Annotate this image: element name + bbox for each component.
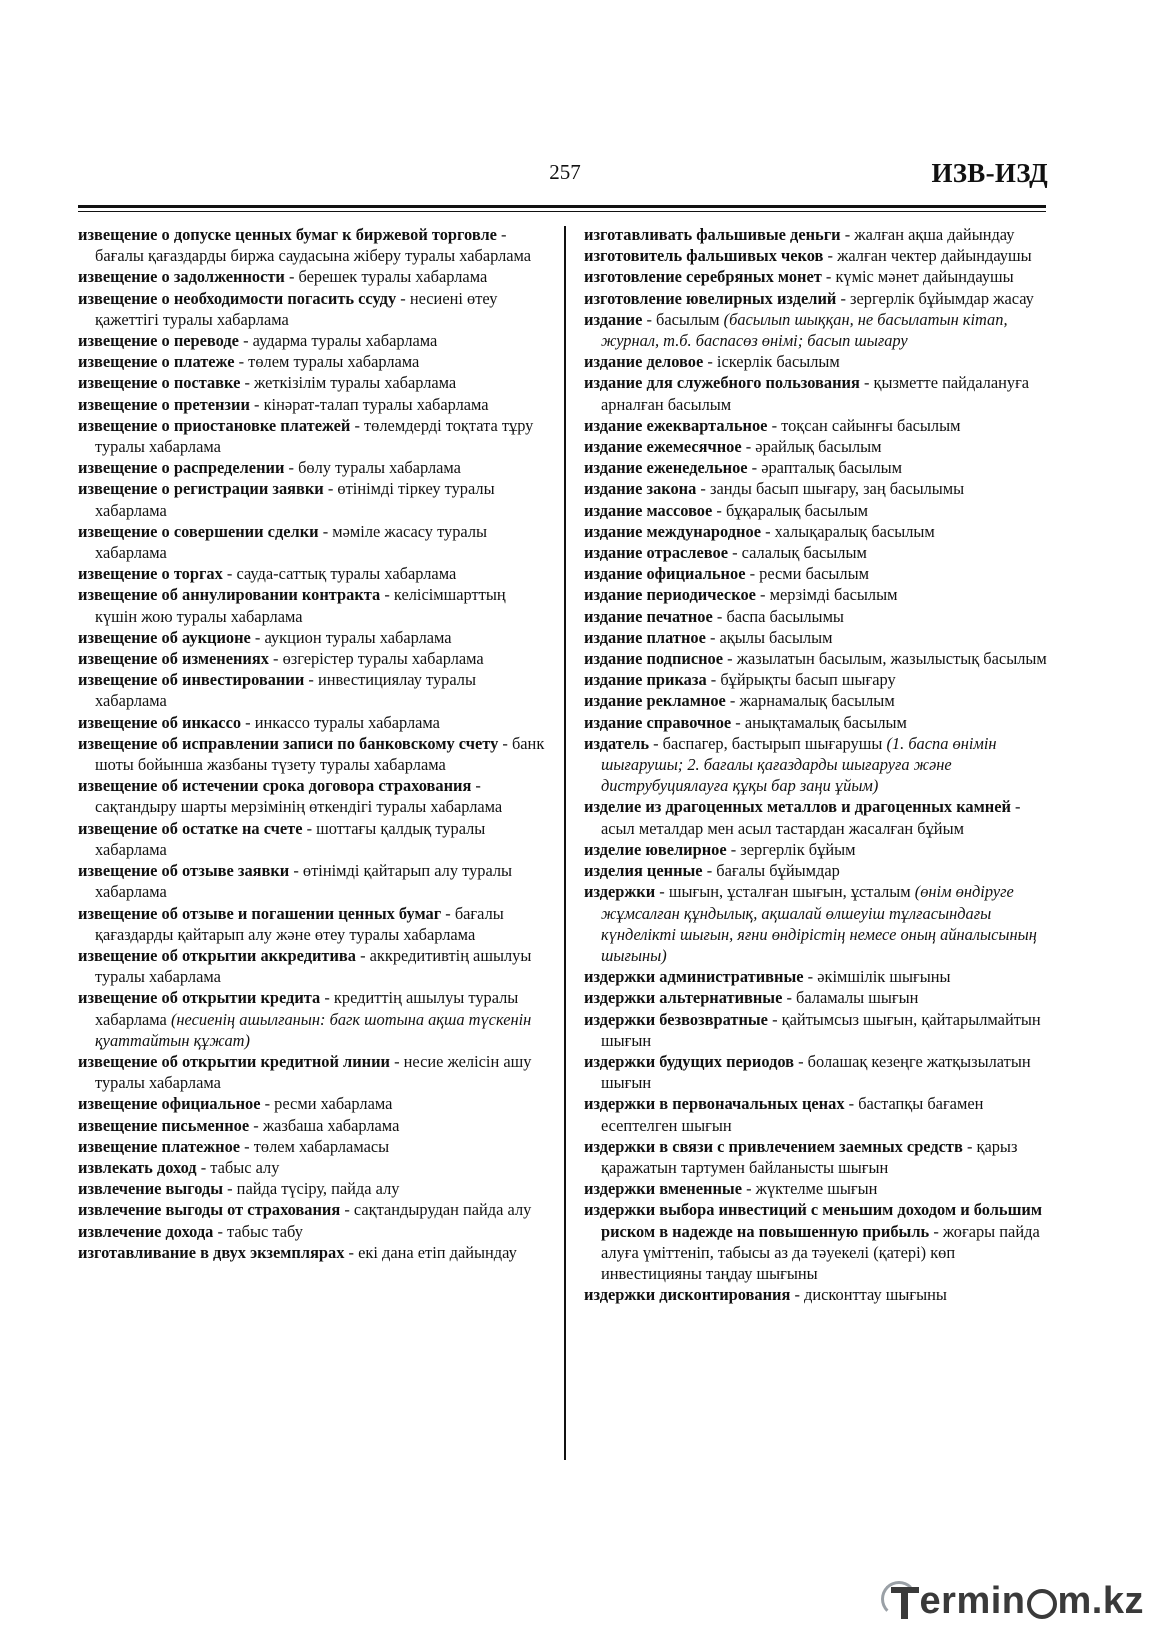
dictionary-entry: издержки безвозвратные - қайтымсыз шығын, қайтарылмайтын шығын — [584, 1009, 1041, 1050]
entry-translation: жеткізілім туралы хабарлама — [254, 373, 457, 393]
dictionary-entry: издержки в связи с привлечением заемных средств - қарыз қаражатын тартумен байланысты шығын — [584, 1136, 1018, 1177]
dictionary-entry: изделие из драгоценных металлов и драгоценных камней - асыл металдар мен асыл тастардан жасалған бұйым — [584, 797, 1021, 838]
entry-translation: дисконттау шығыны — [804, 1285, 947, 1305]
entry-term: издание периодическое — [584, 585, 756, 605]
dictionary-entry: изготавливание в двух экземплярах - екі дана етіп дайындау — [78, 1242, 517, 1262]
entry-term: извлечение дохода — [78, 1221, 214, 1241]
entry-translation: жарнамалық басылым — [739, 691, 895, 711]
dictionary-entry: извещение о переводе - аударма туралы хабарлама — [78, 331, 438, 351]
entry-translation: инвестициялау туралы хабарлама — [95, 670, 476, 711]
dictionary-entry: извещение о необходимости погасить ссуду - несиені өтеу қажеттігі туралы хабарлама — [78, 288, 498, 329]
entry-term: издержки в первоначальных ценах — [584, 1094, 845, 1114]
entry-term: извлечение выгоды — [78, 1179, 224, 1199]
dictionary-entry: изготовление ювелирных изделий - зергерлік бұйымдар жасау — [584, 288, 1034, 308]
dictionary-entry: извещение об исправлении записи по банковскому счету - банк шоты бойынша жазбаны түзету туралы хабарлама — [78, 733, 545, 775]
entry-translation: несие желісін ашу туралы хабарлама — [95, 1051, 532, 1093]
dictionary-entry: извещение о регистрации заявки - өтінімді тіркеу туралы хабарлама — [78, 479, 495, 520]
entry-translation: өтінімді тіркеу туралы хабарлама — [95, 479, 495, 520]
entry-translation: қарыз қаражатын тартумен байланысты шығын — [601, 1136, 1018, 1177]
entry-term: издание платное — [584, 627, 706, 647]
entry-translation: қайтымсыз шығын, қайтарылмайтын шығын — [601, 1009, 1041, 1050]
entry-translation: болашақ кезеңге жатқызылатын шығын — [601, 1051, 1031, 1093]
dictionary-entry: извещение об остатке на счете - шоттағы қалдық туралы хабарлама — [78, 818, 486, 859]
dictionary-entry: извещение об истечении срока договора страхования - сақтандыру шарты мерзімінің өткендігі туралы хабарлама — [78, 776, 503, 817]
dictionary-entry: извещение письменное - жазбаша хабарлама — [78, 1115, 400, 1135]
entry-term: издержки дисконтирования — [584, 1285, 791, 1305]
entry-term: извещение о переводе — [78, 331, 239, 351]
entry-term: извещение о приостановке платежей — [78, 415, 351, 435]
entry-term: извещение о регистрации заявки — [78, 479, 324, 499]
entry-translation: кредиттің ашылуы туралы хабарлама — [95, 988, 519, 1029]
dictionary-entry: извещение об отзыве и погашении ценных бумаг - бағалы қағаздарды қайтарып алу және өтеу туралы хабарлама — [78, 903, 504, 944]
entry-term: извещение официальное — [78, 1094, 261, 1114]
dictionary-entry: извлечение выгоды от страхования - сақтандырудан пайда алу — [78, 1200, 532, 1220]
entry-translation: сауда-саттық туралы хабарлама — [236, 564, 457, 584]
entry-translation: төлем хабарламасы — [253, 1136, 390, 1156]
entry-translation: баспа басылымы — [726, 606, 844, 626]
entry-term: извещение об открытии кредитной линии — [78, 1051, 390, 1071]
entry-translation: әкімшілік шығыны — [817, 967, 951, 987]
dictionary-entry: извещение о совершении сделки - мәміле жасасу туралы хабарлама — [78, 521, 488, 563]
dictionary-entry: издание ежемесячное - әрайлық басылым — [584, 437, 882, 457]
dictionary-entry: извлечение дохода - табыс табу — [78, 1221, 303, 1241]
entry-translation: қызметте пайдалануға арналған басылым — [601, 373, 1030, 414]
entry-term: извещение об аннулировании контракта — [78, 585, 381, 605]
dictionary-entry: издержки вмененные - жүктелме шығын — [584, 1179, 878, 1199]
watermark-t-icon — [891, 1581, 919, 1621]
entry-translation: екі дана етіп дайындау — [358, 1242, 517, 1262]
entry-translation: өзгерістер туралы хабарлама — [282, 649, 484, 669]
entry-translation: бұйрықты басып шығару — [720, 670, 896, 690]
entry-term: издатель — [584, 733, 649, 753]
entry-term: изготовление серебряных монет — [584, 267, 822, 287]
dictionary-entry: издание рекламное - жарнамалық басылым — [584, 691, 895, 711]
entry-translation: бағалы қағаздарды қайтарып алу және өтеу туралы хабарлама — [95, 903, 504, 944]
entry-translation: басылым — [656, 309, 720, 329]
entry-translation: ақылы басылым — [719, 627, 833, 647]
entry-term: извещение об отзыве заявки — [78, 861, 290, 881]
dictionary-entry: извещение об открытии аккредитива - аккредитивтің ашылуы туралы хабарлама — [78, 945, 532, 987]
entry-term: извещение об остатке на счете — [78, 818, 303, 838]
entry-term: издержки административные — [584, 967, 804, 987]
entry-translation: инкассо туралы хабарлама — [254, 712, 440, 732]
entry-translation: бағалы бұйымдар — [716, 861, 840, 881]
entry-term: извлекать доход — [78, 1157, 197, 1177]
dictionary-entry: извещение об аннулировании контракта - келісімшарттың күшін жою туралы хабарлама — [78, 585, 506, 626]
entry-translation: ресми басылым — [759, 564, 869, 584]
entry-term: изготавливание в двух экземплярах — [78, 1242, 345, 1262]
entry-term: извещение о задолженности — [78, 267, 285, 287]
dictionary-entry: издание для служебного пользования - қызметте пайдалануға арналған басылым — [584, 373, 1030, 414]
entry-term: издержки будущих периодов — [584, 1051, 795, 1071]
entry-translation: аккредитивтің ашылуы туралы хабарлама — [95, 945, 532, 987]
left-column — [78, 224, 550, 1263]
entry-term: издание международное — [584, 521, 761, 541]
entry-translation: салалық басылым — [741, 543, 867, 563]
watermark-o-ring-icon — [1027, 1589, 1057, 1619]
entry-term: издержки выбора инвестиций с меньшим доходом и большим риском в надежде на повышенную прибыль — [584, 1200, 1043, 1241]
dictionary-entry: извещение о задолженности - берешек туралы хабарлама — [78, 267, 488, 287]
entry-term: извещение об изменениях — [78, 649, 269, 669]
dictionary-entry: извещение об инвестировании - инвестициялау туралы хабарлама — [78, 670, 476, 711]
dictionary-entry: издержки выбора инвестиций с меньшим доходом и большим риском в надежде на повышенную прибыль - жоғары пайда алуға үміттеніп, табысы аз да тәуекелі (қатері) көп инвестицияны таңдау шығыны — [584, 1200, 1043, 1283]
entry-translation: сақтандыру шарты мерзімінің өткендігі туралы хабарлама — [95, 797, 503, 817]
entry-term: извещение об исправлении записи по банковскому счету — [78, 733, 499, 753]
entry-term: извещение об истечении срока договора страхования — [78, 776, 472, 796]
header-rule-thick — [78, 205, 1046, 208]
dictionary-entry: извещение о распределении - бөлу туралы хабарлама — [78, 458, 461, 478]
entry-translation: жазбаша хабарлама — [262, 1115, 400, 1135]
entry-term: извещение об открытии аккредитива — [78, 945, 356, 965]
entry-translation: халықаралық басылым — [774, 521, 935, 541]
entry-term: извещение о торгах — [78, 564, 223, 584]
watermark-logo — [891, 1579, 1144, 1623]
dictionary-entry: извлекать доход - табыс алу — [78, 1157, 280, 1177]
entry-translation: шоттағы қалдық туралы хабарлама — [95, 818, 486, 859]
dictionary-entry: изготавливать фальшивые деньги - жалған ақша дайындау — [584, 225, 1015, 244]
entry-term: извещение об аукционе — [78, 627, 251, 647]
entry-term: извлечение выгоды от страхования — [78, 1200, 341, 1220]
entry-term: издержки — [584, 882, 656, 902]
dictionary-entry: издание еженедельное - әрапталық басылым — [584, 458, 903, 478]
dictionary-entry: издание приказа - бұйрықты басып шығару — [584, 670, 896, 690]
entry-term: извещение о платеже — [78, 352, 235, 372]
dictionary-entry: извещение о платеже - төлем туралы хабарлама — [78, 352, 420, 372]
entry-translation: әрайлық басылым — [755, 437, 882, 457]
entry-term: издание ежеквартальное — [584, 415, 768, 435]
dictionary-entry: издание международное - халықаралық басылым — [584, 521, 935, 541]
entry-translation: жүктелме шығын — [755, 1179, 878, 1199]
dictionary-entry: издание деловое - іскерлік басылым — [584, 352, 840, 372]
dictionary-entry: изделия ценные - бағалы бұйымдар — [584, 861, 840, 881]
entry-term: извещение о претензии — [78, 394, 250, 414]
entry-term: изготовление ювелирных изделий — [584, 288, 837, 308]
entry-translation: пайда түсіру, пайда алу — [236, 1179, 400, 1199]
dictionary-entry: извлечение выгоды - пайда түсіру, пайда алу — [78, 1179, 400, 1199]
entry-translation: банк шоты бойынша жазбаны түзету туралы хабарлама — [95, 733, 545, 775]
dictionary-entry: извещение об изменениях - өзгерістер туралы хабарлама — [78, 649, 484, 669]
right-column — [584, 224, 1050, 1305]
watermark-text-end: m.kz — [1057, 1579, 1144, 1622]
entry-term: издание приказа — [584, 670, 707, 690]
entry-term: извещение об отзыве и погашении ценных бумаг — [78, 903, 442, 923]
entry-term: извещение о поставке — [78, 373, 241, 393]
entry-term: изделия ценные — [584, 861, 703, 881]
dictionary-entry: издание подписное - жазылатын басылым, жазылыстық басылым — [584, 649, 1047, 669]
entry-translation: несиені өтеу қажеттігі туралы хабарлама — [95, 288, 498, 329]
entry-term: изделие ювелирное — [584, 839, 727, 859]
page-number: 257 — [549, 160, 581, 184]
dictionary-entry: изделие ювелирное - зергерлік бұйым — [584, 839, 856, 859]
entry-translation: баспагер, бастырып шығарушы — [662, 733, 883, 753]
dictionary-entry: издание закона - занды басып шығару, заң басылымы — [584, 479, 965, 499]
entry-term: изготовитель фальшивых чеков — [584, 246, 824, 266]
entry-term: издание подписное — [584, 649, 724, 669]
dictionary-entry: издержки альтернативные - баламалы шығын — [584, 988, 919, 1008]
dictionary-entry: извещение о поставке - жеткізілім туралы хабарлама — [78, 373, 457, 393]
entry-translation: кінәрат-талап туралы хабарлама — [263, 394, 489, 414]
entry-translation: төлемдерді тоқтата тұру туралы хабарлама — [95, 415, 534, 457]
entry-translation: күміс мәнет дайындаушы — [835, 267, 1014, 287]
dictionary-entry: извещение об отзыве заявки - өтінімді қайтарып алу туралы хабарлама — [78, 861, 513, 902]
entry-translation: бастапқы бағамен есептелген шығын — [601, 1094, 984, 1135]
dictionary-entry: издание печатное - баспа басылымы — [584, 606, 844, 626]
dictionary-entry: извещение о приостановке платежей - төлемдерді тоқтата тұру туралы хабарлама — [78, 415, 534, 457]
header-rule-thin — [78, 211, 1046, 212]
dictionary-entry: извещение об инкассо - инкассо туралы хабарлама — [78, 712, 440, 732]
entry-translation: әрапталық басылым — [761, 458, 903, 478]
entry-term: извещение о совершении сделки — [78, 521, 319, 541]
dictionary-entry: издержки - шығын, ұсталған шығын, ұсталым (өнім өндіруге жұмсалған құндылық, ақшалай өлшеуіш тұлғасындағы күнделікті шығын, яғни өндірістің немесе оның айналысының шығыны) — [584, 882, 1037, 965]
dictionary-entry: извещение о допуске ценных бумаг к биржевой торговле - бағалы қағаздарды биржа саудасына жіберу туралы хабарлама — [78, 225, 532, 266]
entry-translation: өтінімді қайтарып алу туралы хабарлама — [95, 861, 513, 902]
watermark-text-start: ermin — [919, 1579, 1026, 1622]
entry-note: (1. баспа өнімін шығарушы; 2. бағалы қағаздарды шығаруға және диструбуциялауға құқы бар заңи ұйым) — [601, 733, 997, 796]
dictionary-entry: издание ежеквартальное - тоқсан сайынғы басылым — [584, 415, 961, 435]
dictionary-entry: издержки будущих периодов - болашақ кезеңге жатқызылатын шығын — [584, 1051, 1031, 1093]
entry-note: (өнім өндіруге жұмсалған құндылық, ақшалай өлшеуіш тұлғасындағы күнделікті шығын, яғни өндірістің немесе оның айналысының шығыны) — [601, 882, 1037, 965]
dictionary-entry: издержки дисконтирования - дисконттау шығыны — [584, 1285, 947, 1305]
entry-term: издание печатное — [584, 606, 713, 626]
entry-term: извещение платежное — [78, 1136, 241, 1156]
entry-term: извещение о распределении — [78, 458, 285, 478]
dictionary-entry: извещение об открытии кредита - кредиттің ашылуы туралы хабарлама (несиенің ашылғанын: багк шотына ақша түскенін қуаттайтын құжат) — [78, 988, 532, 1050]
entry-translation: іскерлік басылым — [716, 352, 840, 372]
entry-translation: анықтамалық басылым — [744, 712, 907, 732]
dictionary-entry: извещение о претензии - кінәрат-талап туралы хабарлама — [78, 394, 489, 414]
entry-term: изделие из драгоценных металлов и драгоценных камней — [584, 797, 1011, 817]
entry-term: издание отраслевое — [584, 543, 728, 563]
entry-note: (басылып шыққан, не басылатын кітап, журнал, т.б. баспасөз өнімі; басып шығару — [601, 309, 1008, 351]
entry-translation: мерзімді басылым — [769, 585, 898, 605]
dictionary-entry: изготовитель фальшивых чеков - жалған чектер дайындаушы — [584, 246, 1032, 266]
dictionary-entry: извещение платежное - төлем хабарламасы — [78, 1136, 390, 1156]
entry-translation: жалған ақша дайындау — [854, 225, 1015, 244]
entry-term: издание справочное — [584, 712, 732, 732]
entry-term: извещение об инвестировании — [78, 670, 305, 690]
dictionary-entry: изготовление серебряных монет - күміс мәнет дайындаушы — [584, 267, 1014, 287]
entry-note: (несиенің ашылғанын: багк шотына ақша түскенін қуаттайтын құжат) — [95, 1009, 532, 1050]
entry-translation: жоғары пайда алуға үміттеніп, табысы аз да тәуекелі (қатері) көп инвестицияны таңдау шығыны — [601, 1221, 1040, 1283]
entry-translation: ресми хабарлама — [274, 1094, 393, 1114]
entry-term: издержки в связи с привлечением заемных средств — [584, 1136, 963, 1156]
dictionary-entry: извещение об открытии кредитной линии - несие желісін ашу туралы хабарлама — [78, 1051, 532, 1093]
entry-translation: зергерлік бұйымдар жасау — [850, 288, 1034, 308]
entry-translation: тоқсан сайынғы басылым — [781, 415, 961, 435]
dictionary-entry: издатель - баспагер, бастырып шығарушы (1. баспа өнімін шығарушы; 2. бағалы қағаздарды шығаруға және диструбуциялауға құқы бар заңи ұйым) — [584, 733, 997, 796]
running-head: ИЗВ-ИЗД — [931, 158, 1048, 188]
entry-translation: шығын, ұсталған шығын, ұсталым — [668, 882, 911, 902]
dictionary-entry: издание официальное - ресми басылым — [584, 564, 869, 584]
entry-translation: занды басып шығару, заң басылымы — [709, 479, 965, 499]
entry-translation: бөлу туралы хабарлама — [298, 458, 461, 478]
entry-term: издание еженедельное — [584, 458, 748, 478]
entry-term: издание массовое — [584, 500, 713, 520]
dictionary-entry: извещение официальное - ресми хабарлама — [78, 1094, 393, 1114]
entry-term: издание — [584, 309, 643, 329]
entry-translation: аударма туралы хабарлама — [252, 331, 438, 351]
entry-translation: асыл металдар мен асыл тастардан жасалған бұйым — [601, 818, 964, 838]
dictionary-entry: извещение об аукционе - аукцион туралы хабарлама — [78, 627, 452, 647]
entry-translation: жазылатын басылым, жазылыстық басылым — [736, 649, 1047, 669]
entry-term: издержки безвозвратные — [584, 1009, 768, 1029]
dictionary-entry: издержки административные - әкімшілік шығыны — [584, 967, 951, 987]
entry-translation: келісімшарттың күшін жою туралы хабарлама — [95, 585, 506, 626]
dictionary-entry: издание - басылым (басылып шыққан, не басылатын кітап, журнал, т.б. баспасөз өнімі; басып шығару — [584, 309, 1008, 351]
entry-translation: берешек туралы хабарлама — [298, 267, 488, 287]
entry-translation: табыс алу — [210, 1157, 280, 1177]
entry-term: издание рекламное — [584, 691, 726, 711]
dictionary-entry: издание периодическое - мерзімді басылым — [584, 585, 898, 605]
entry-translation: аукцион туралы хабарлама — [264, 627, 452, 647]
entry-translation: мәміле жасасу туралы хабарлама — [95, 521, 488, 563]
entry-translation: жалған чектер дайындаушы — [837, 246, 1032, 266]
entry-translation: бағалы қағаздарды биржа саудасына жіберу туралы хабарлама — [95, 246, 532, 266]
entry-translation: баламалы шығын — [796, 988, 919, 1008]
entry-term: издание ежемесячное — [584, 437, 742, 457]
entry-term: извещение письменное — [78, 1115, 250, 1135]
entry-term: издание для служебного пользования — [584, 373, 860, 393]
entry-term: издержки вмененные — [584, 1179, 742, 1199]
entry-translation: төлем туралы хабарлама — [248, 352, 420, 372]
column-divider — [564, 226, 566, 1460]
entry-term: издание деловое — [584, 352, 704, 372]
entry-translation: табыс табу — [227, 1221, 303, 1241]
dictionary-entry: издание платное - ақылы басылым — [584, 627, 833, 647]
entry-term: извещение об открытии кредита — [78, 988, 321, 1008]
dictionary-entry: издание справочное - анықтамалық басылым — [584, 712, 907, 732]
entry-term: издание закона — [584, 479, 697, 499]
entry-term: издание официальное — [584, 564, 746, 584]
entry-term: изготавливать фальшивые деньги — [584, 225, 841, 244]
dictionary-entry: издержки в первоначальных ценах - бастапқы бағамен есептелген шығын — [584, 1094, 984, 1135]
entry-term: извещение об инкассо — [78, 712, 242, 732]
dictionary-entry: издание массовое - бұқаралық басылым — [584, 500, 869, 520]
dictionary-entry: извещение о торгах - сауда-саттық туралы хабарлама — [78, 564, 457, 584]
dictionary-entry: издание отраслевое - салалық басылым — [584, 543, 867, 563]
entry-term: извещение о необходимости погасить ссуду — [78, 288, 397, 308]
entry-term: извещение о допуске ценных бумаг к биржевой торговле — [78, 225, 497, 244]
entry-translation: зергерлік бұйым — [740, 839, 856, 859]
entry-translation: сақтандырудан пайда алу — [353, 1200, 532, 1220]
entry-term: издержки альтернативные — [584, 988, 783, 1008]
entry-translation: бұқаралық басылым — [725, 500, 869, 520]
